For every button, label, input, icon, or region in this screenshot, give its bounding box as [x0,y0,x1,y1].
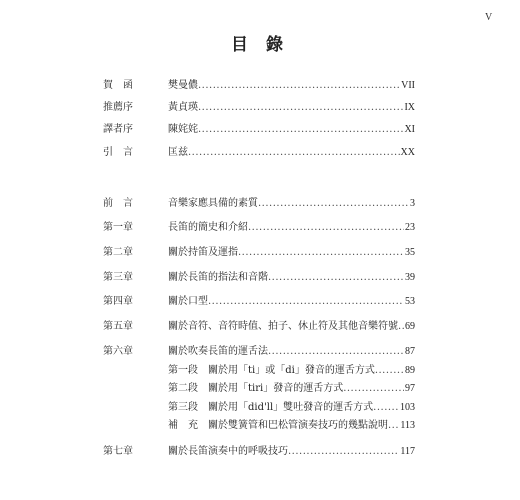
toc-text: 陳姹姹 [168,124,198,135]
toc-sub-label: 補 充 [168,420,198,431]
toc-line [168,79,415,93]
toc-label: 第三章 [103,272,133,283]
toc-line [168,401,415,415]
toc-page: 39 [405,272,415,283]
toc-text: 關於音符、音符時值、拍子、休止符及其他音樂符號 [168,321,398,332]
toc-line [168,221,415,235]
toc-line [168,295,415,309]
toc-entry [0,197,520,211]
toc-label: 第四章 [103,296,133,307]
toc-entry [0,295,520,309]
toc-line [168,271,415,285]
toc-subentry [0,364,520,378]
toc-line [168,146,415,160]
toc-line [168,419,415,433]
toc-text: 黃貞瑛 [168,102,198,113]
toc-page: VII [401,80,415,91]
toc-page: 87 [405,346,415,357]
toc-text: 關於用「tiri」發音的運舌方式 [208,383,344,394]
toc-entry [0,221,520,235]
toc-label: 賀 函 [103,80,133,91]
dot-leader [288,445,399,459]
toc-entry [0,79,520,93]
toc-label: 前 言 [103,198,133,209]
toc-line [168,445,415,459]
toc-sub-label: 第一段 [168,365,198,376]
dot-leader [238,246,404,260]
dot-leader [258,197,409,211]
toc-page: 3 [410,198,415,209]
toc-label: 引 言 [103,147,133,158]
toc-line [168,123,415,137]
toc-line [168,197,415,211]
toc-line [168,320,415,334]
toc-entry [0,345,520,359]
dot-leader [208,295,404,309]
toc-line [168,364,415,378]
dot-leader [343,382,404,396]
toc-entry [0,101,520,115]
page-number: V [485,12,493,23]
toc-label: 第二章 [103,247,133,258]
toc-text: 關於吹奏長笛的運舌法 [168,346,268,357]
dot-leader [188,146,400,160]
toc-page: 89 [405,365,415,376]
toc-label: 第五章 [103,321,133,332]
toc-label: 推薦序 [103,102,133,113]
toc-text: 關於口型 [168,296,208,307]
toc-text: 關於雙簧管和巴松管演奏技巧的幾點說明 [208,420,388,431]
toc-text: 長笛的簡史和介紹 [168,222,248,233]
dot-leader [268,271,404,285]
toc-page: 103 [400,402,415,413]
toc-page: 117 [400,446,415,457]
toc-label: 第七章 [103,446,133,457]
toc-label: 第一章 [103,222,133,233]
toc-text: 音樂家應具備的素質 [168,198,258,209]
dot-leader [248,221,404,235]
toc-page: 23 [405,222,415,233]
page-title: 目 錄 [231,35,289,55]
toc-entry [0,146,520,160]
dot-leader [388,419,399,433]
toc-label: 譯者序 [103,124,133,135]
toc-line [168,246,415,260]
toc-page: 113 [400,420,415,431]
toc-page: 69 [405,321,415,332]
dot-leader [373,401,399,415]
toc-subentry [0,382,520,396]
toc-entry [0,123,520,137]
toc-line [168,382,415,396]
toc-label: 第六章 [103,346,133,357]
toc-entry [0,246,520,260]
dot-leader [268,345,404,359]
toc-page: XI [404,124,415,135]
toc-page: XX [400,147,415,158]
dot-leader [375,364,404,378]
toc-text: 樊曼儂 [168,80,198,91]
toc-text: 關於用「did'll」雙吐發音的運舌方式 [208,402,374,413]
dot-leader [198,101,403,115]
toc-subentry [0,419,520,433]
toc-page: 35 [405,247,415,258]
toc-sub-label: 第二段 [168,383,198,394]
toc-text: 關於用「ti」或「di」發音的運舌方式 [208,365,375,376]
toc-page: 97 [405,383,415,394]
toc-line [168,101,415,115]
toc-line [168,345,415,359]
toc-page: 53 [405,296,415,307]
toc-entry [0,445,520,459]
dot-leader [198,79,400,93]
toc-entry [0,320,520,334]
toc-entry [0,271,520,285]
toc-text: 關於長笛的指法和音階 [168,272,268,283]
toc-subentry [0,401,520,415]
dot-leader [198,123,403,137]
toc-sub-label: 第三段 [168,402,198,413]
toc-text: 關於長笛演奏中的呼吸技巧 [168,446,288,457]
toc-text: 匡兹 [168,147,188,158]
toc-text: 關於持笛及運指 [168,247,238,258]
toc-page: IX [404,102,415,113]
